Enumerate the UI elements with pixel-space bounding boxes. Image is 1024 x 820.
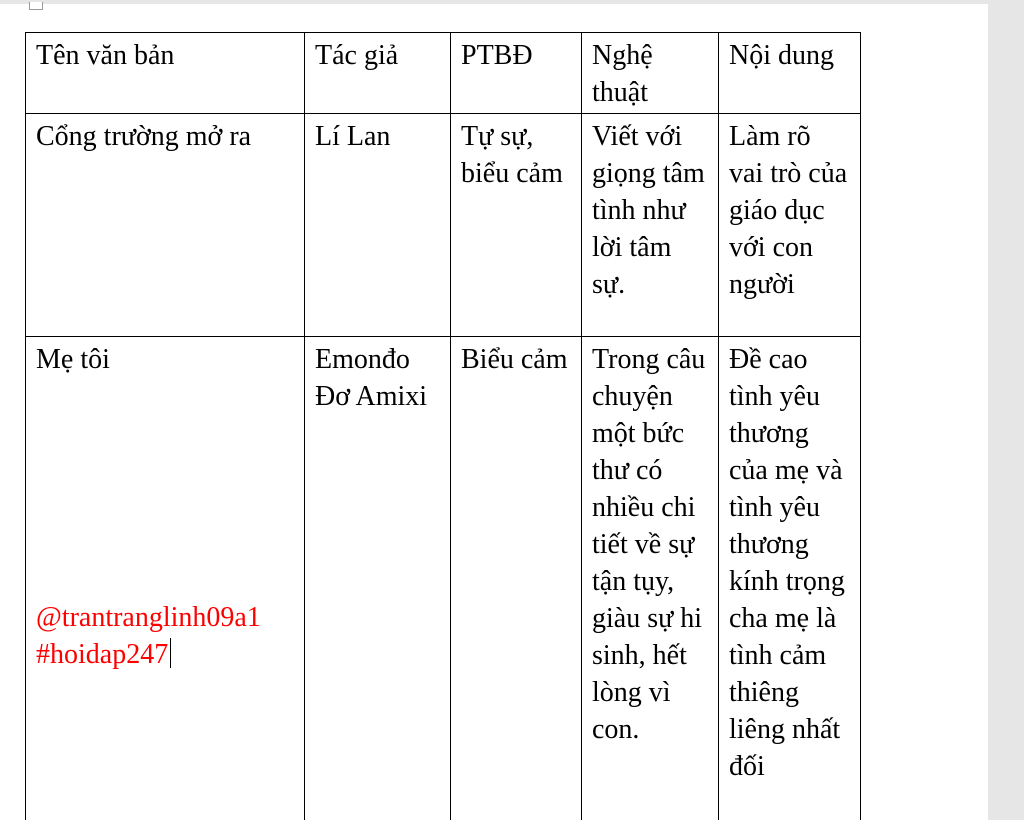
watermark-hashtag: #hoidap247	[36, 639, 169, 670]
row2-title: Mẹ tôi	[36, 344, 110, 375]
window-gutter	[988, 0, 1024, 820]
table-header-row	[26, 33, 861, 114]
literature-table[interactable]	[25, 32, 861, 820]
header-art: Nghệ thuật	[592, 40, 653, 108]
header-mode-cell[interactable]	[451, 33, 582, 114]
document-page[interactable]	[0, 4, 988, 820]
header-mode: PTBĐ	[461, 40, 533, 71]
watermark-hashtag-line	[36, 636, 294, 673]
watermark-username: @trantranglinh09a1	[36, 602, 261, 633]
header-art-cell[interactable]	[582, 33, 719, 114]
table-row	[26, 337, 861, 820]
header-content-cell[interactable]	[719, 33, 861, 114]
row2-art: Trong câu chuyện một bức thư có nhiều chi tiết về sự tận tụy, giàu sự hi sinh, hết lòng vì con.	[592, 344, 706, 745]
row2-mode: Biểu cảm	[461, 344, 568, 375]
header-content: Nội dung	[729, 40, 834, 71]
page-corner-mark	[29, 2, 43, 10]
header-title-cell[interactable]	[26, 33, 305, 114]
row2-content-cell[interactable]	[719, 337, 861, 820]
row1-content-cell[interactable]	[719, 114, 861, 337]
row1-mode: Tự sự, biểu cảm	[461, 121, 563, 189]
row1-title-cell[interactable]	[26, 114, 305, 337]
row1-title: Cổng trường mở ra	[36, 121, 252, 152]
row2-content: Đề cao tình yêu thương của mẹ và tình yêu thương kính trọng cha mẹ là tình cảm thiêng liêng nhất đối	[729, 344, 845, 782]
row2-mode-cell[interactable]	[451, 337, 582, 820]
header-author-cell[interactable]	[305, 33, 451, 114]
row1-art: Viết với giọng tâm tình như lời tâm sự.	[592, 121, 705, 300]
row2-author-cell[interactable]	[305, 337, 451, 820]
user-watermark	[36, 599, 294, 673]
row1-author: Lí Lan	[315, 121, 391, 152]
row2-author: Emonđo Đơ Amixi	[315, 344, 428, 412]
row2-title-cell[interactable]	[26, 337, 305, 820]
table-row	[26, 114, 861, 337]
text-cursor	[170, 638, 171, 668]
header-title: Tên văn bản	[36, 40, 175, 71]
row1-art-cell[interactable]	[582, 114, 719, 337]
row1-content: Làm rõ vai trò của giáo dục với con người	[729, 121, 848, 300]
row1-mode-cell[interactable]	[451, 114, 582, 337]
row1-author-cell[interactable]	[305, 114, 451, 337]
row2-art-cell[interactable]	[582, 337, 719, 820]
header-author: Tác giả	[315, 40, 399, 71]
